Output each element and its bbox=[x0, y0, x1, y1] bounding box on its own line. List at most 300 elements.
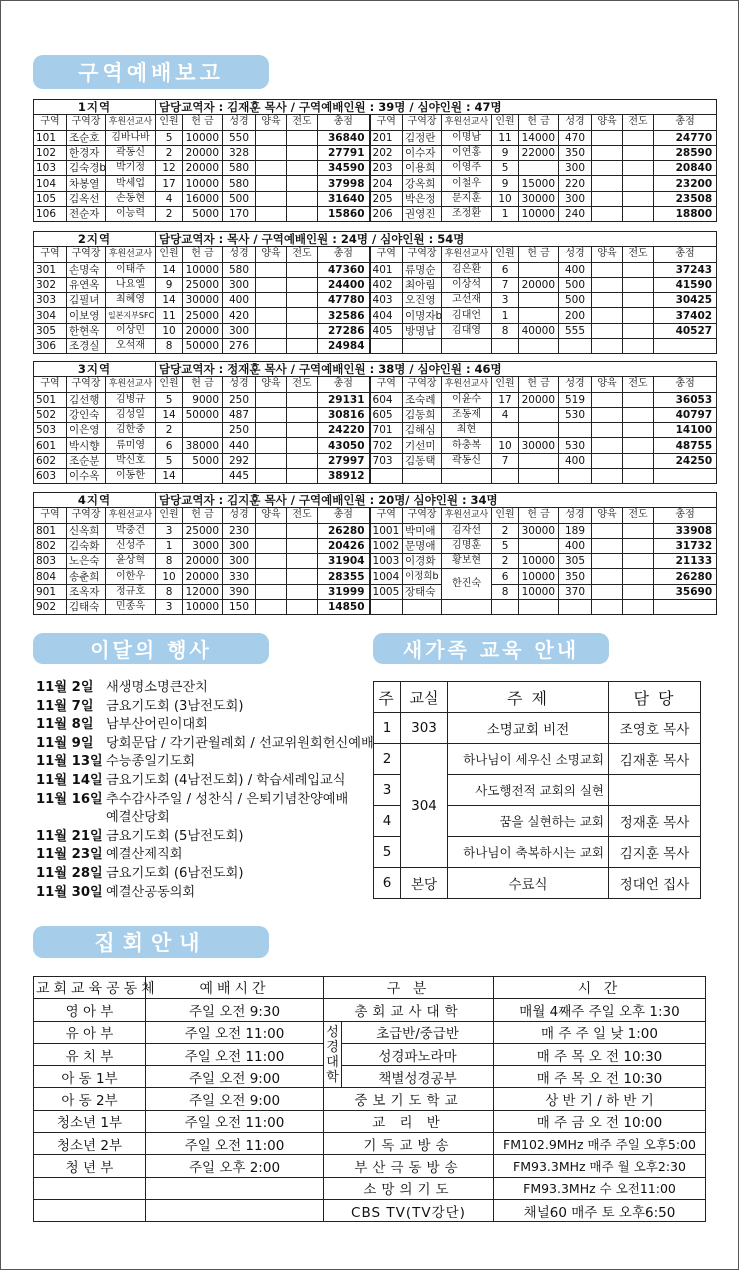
region-table bbox=[33, 361, 717, 484]
table-cell: 201 bbox=[370, 130, 403, 145]
topic-cell: 수료식 bbox=[448, 868, 609, 899]
column-header: 구역 bbox=[370, 247, 403, 262]
table-cell: 405 bbox=[370, 323, 403, 338]
event-text: 예결산당회 bbox=[106, 810, 170, 826]
table-cell: 김선행 bbox=[67, 392, 106, 407]
table-cell: 권영진 bbox=[403, 207, 442, 222]
table-row bbox=[34, 600, 717, 615]
table-cell: 555 bbox=[559, 323, 592, 338]
event-date: 11월 9일 bbox=[36, 735, 94, 751]
table-cell: 580 bbox=[223, 161, 256, 176]
table-cell bbox=[403, 600, 442, 615]
table-cell bbox=[592, 538, 623, 553]
table-cell: 487 bbox=[223, 407, 256, 422]
table-cell bbox=[592, 323, 623, 338]
table-cell bbox=[592, 569, 623, 584]
table-cell: 박시향 bbox=[67, 438, 106, 453]
table-cell bbox=[592, 407, 623, 422]
column-header: 성경 bbox=[223, 377, 256, 392]
table-cell: 이한우 bbox=[106, 569, 156, 584]
table-cell: 김옥선 bbox=[67, 191, 106, 206]
table-cell bbox=[559, 339, 592, 354]
table-cell bbox=[592, 161, 623, 176]
leader-cell: 김지훈 목사 bbox=[609, 837, 701, 868]
column-header: 성경 bbox=[559, 115, 592, 130]
table-cell: 30000 bbox=[183, 293, 223, 308]
schedule-cell: 채널60 매주 토 오후6:50 bbox=[494, 1199, 706, 1221]
topic-cell: 하나님이 축복하시는 교회 bbox=[448, 837, 609, 868]
table-cell: 1001 bbox=[370, 523, 403, 538]
column-header: 구역장 bbox=[403, 247, 442, 262]
table-cell: 27791 bbox=[318, 145, 370, 160]
table-cell: 500 bbox=[559, 277, 592, 292]
schedule-cell: 매 주 주 일 낮 1:00 bbox=[494, 1021, 706, 1043]
table-cell: 최아림 bbox=[403, 277, 442, 292]
table-cell bbox=[623, 407, 654, 422]
column-header: 구역장 bbox=[67, 508, 106, 523]
table-row bbox=[34, 207, 717, 222]
table-cell: 580 bbox=[223, 176, 256, 191]
table-cell: 장태숙 bbox=[403, 584, 442, 599]
table-row bbox=[34, 569, 717, 584]
table-row bbox=[34, 423, 717, 438]
col-schedule: 시 간 bbox=[494, 977, 706, 999]
table-cell: 804 bbox=[34, 569, 67, 584]
events-title: 이달의 행사 bbox=[33, 633, 269, 664]
table-cell: 10 bbox=[492, 191, 519, 206]
table-cell: 5 bbox=[156, 392, 183, 407]
table-cell bbox=[370, 339, 403, 354]
table-cell: 802 bbox=[34, 538, 67, 553]
table-cell: 1 bbox=[492, 207, 519, 222]
table-cell: 1002 bbox=[370, 538, 403, 553]
table-cell: 김성일 bbox=[106, 407, 156, 422]
table-cell: 이수옥 bbox=[67, 469, 106, 484]
table-row bbox=[34, 453, 717, 468]
table-cell bbox=[287, 600, 318, 615]
column-header: 인원 bbox=[492, 247, 519, 262]
table-cell: 이동한 bbox=[106, 469, 156, 484]
table-cell: 38912 bbox=[318, 469, 370, 484]
dept-cell: 유 아 부 bbox=[34, 1021, 146, 1043]
table-cell: 곽동신 bbox=[106, 145, 156, 160]
table-cell: 300 bbox=[559, 161, 592, 176]
table-cell: 김동택 bbox=[403, 453, 442, 468]
table-cell: 17 bbox=[156, 176, 183, 191]
table-cell: 41590 bbox=[654, 277, 717, 292]
table-cell bbox=[623, 523, 654, 538]
table-row bbox=[34, 293, 717, 308]
table-cell bbox=[592, 469, 623, 484]
col-dept: 교회교육공동체 bbox=[34, 977, 146, 999]
table-row bbox=[34, 469, 717, 484]
table-cell: 35690 bbox=[654, 584, 717, 599]
event-item bbox=[36, 828, 374, 847]
table-cell: 강인숙 bbox=[67, 407, 106, 422]
column-header: 성경 bbox=[559, 247, 592, 262]
table-cell: 문명애 bbox=[403, 538, 442, 553]
table-cell bbox=[287, 469, 318, 484]
table-cell: 440 bbox=[223, 438, 256, 453]
table-cell bbox=[559, 600, 592, 615]
table-cell: 1 bbox=[156, 538, 183, 553]
table-row bbox=[34, 176, 717, 191]
table-cell: 8 bbox=[156, 339, 183, 354]
table-cell: 24400 bbox=[318, 277, 370, 292]
table-cell: 14000 bbox=[519, 130, 559, 145]
table-cell: 5 bbox=[156, 130, 183, 145]
column-header: 성경 bbox=[223, 115, 256, 130]
table-cell: 11 bbox=[156, 308, 183, 323]
table-cell: 4 bbox=[156, 191, 183, 206]
column-header: 성경 bbox=[559, 508, 592, 523]
table-cell: 250 bbox=[223, 423, 256, 438]
table-cell: 김숙경b bbox=[67, 161, 106, 176]
region-name: 3지역 bbox=[34, 362, 156, 377]
column-header: 후원선교사 bbox=[442, 508, 492, 523]
table-cell bbox=[559, 423, 592, 438]
table-cell: 189 bbox=[559, 523, 592, 538]
column-header: 양육 bbox=[592, 247, 623, 262]
table-cell: 박기정 bbox=[106, 161, 156, 176]
table-cell: 14 bbox=[156, 293, 183, 308]
newfamily-title: 새가족 교육 안내 bbox=[373, 633, 609, 664]
table-cell: 25000 bbox=[183, 308, 223, 323]
table-cell bbox=[256, 438, 287, 453]
table-cell: 조순분 bbox=[67, 453, 106, 468]
table-cell: 23200 bbox=[654, 176, 717, 191]
table-cell: 박중건 bbox=[106, 523, 156, 538]
table-cell: 11 bbox=[492, 130, 519, 145]
table-cell: 한진숙 bbox=[442, 569, 492, 600]
category-cell: 책별성경공부 bbox=[342, 1066, 494, 1088]
column-header: 헌 금 bbox=[183, 115, 223, 130]
week-cell: 5 bbox=[374, 837, 401, 868]
table-cell: 1003 bbox=[370, 554, 403, 569]
meeting-table bbox=[33, 976, 706, 1222]
table-cell: 신옥희 bbox=[67, 523, 106, 538]
table-cell: 3 bbox=[156, 523, 183, 538]
table-cell bbox=[519, 407, 559, 422]
schedule-cell: 매 주 목 오 전 10:30 bbox=[494, 1066, 706, 1088]
table-cell: 37998 bbox=[318, 176, 370, 191]
column-header: 총점 bbox=[654, 508, 717, 523]
topic-cell: 하나님이 세우신 소명교회 bbox=[448, 744, 609, 775]
column-header: 전도 bbox=[287, 377, 318, 392]
meeting-title: 집회안내 bbox=[33, 926, 269, 958]
table-cell bbox=[519, 453, 559, 468]
table-cell: 503 bbox=[34, 423, 67, 438]
column-header: 인원 bbox=[156, 115, 183, 130]
table-cell: 5000 bbox=[183, 207, 223, 222]
table-cell: 문지훈 bbox=[442, 191, 492, 206]
table-cell: 300 bbox=[223, 538, 256, 553]
table-cell: 500 bbox=[559, 293, 592, 308]
table-cell: 36053 bbox=[654, 392, 717, 407]
table-cell bbox=[623, 392, 654, 407]
table-cell: 420 bbox=[223, 308, 256, 323]
column-header: 인원 bbox=[492, 508, 519, 523]
table-cell: 400 bbox=[559, 262, 592, 277]
table-cell: 5 bbox=[156, 453, 183, 468]
column-header: 양육 bbox=[592, 377, 623, 392]
table-cell bbox=[256, 323, 287, 338]
table-cell: 20426 bbox=[318, 538, 370, 553]
table-cell: 박은정 bbox=[403, 191, 442, 206]
category-cell: 기독교방송 bbox=[324, 1133, 494, 1155]
table-cell: 170 bbox=[223, 207, 256, 222]
column-header: 양육 bbox=[256, 508, 287, 523]
table-cell: 25000 bbox=[183, 523, 223, 538]
table-cell: 17 bbox=[492, 392, 519, 407]
table-cell: 이보영 bbox=[67, 308, 106, 323]
table-cell: 10 bbox=[156, 569, 183, 584]
table-cell bbox=[623, 554, 654, 569]
dept-cell: 아 동 1부 bbox=[34, 1066, 146, 1088]
table-cell bbox=[287, 438, 318, 453]
table-cell: 204 bbox=[370, 176, 403, 191]
table-row bbox=[34, 339, 717, 354]
event-date: 11월 30일 bbox=[36, 884, 103, 900]
table-cell: 202 bbox=[370, 145, 403, 160]
column-header: 후원선교사 bbox=[106, 115, 156, 130]
event-text: 남부산어린이대회 bbox=[106, 717, 208, 733]
table-cell bbox=[287, 523, 318, 538]
dept-cell: 청 년 부 bbox=[34, 1155, 146, 1177]
event-date: 11월 23일 bbox=[36, 847, 103, 863]
table-cell: 이연홍 bbox=[442, 145, 492, 160]
table-cell: 14100 bbox=[654, 423, 717, 438]
table-cell: 나요엘 bbox=[106, 277, 156, 292]
table-cell: 2 bbox=[156, 207, 183, 222]
week-cell: 1 bbox=[374, 713, 401, 744]
table-cell: 350 bbox=[559, 145, 592, 160]
table-cell bbox=[256, 584, 287, 599]
table-cell: 5 bbox=[492, 161, 519, 176]
region-info: 담당교역자 : 김재훈 목사 / 구역예배인원 : 39명 / 심야인원 : 47명 bbox=[156, 100, 717, 115]
dept-cell: 유 치 부 bbox=[34, 1043, 146, 1065]
table-cell: 이윤수 bbox=[442, 392, 492, 407]
table-cell: 30816 bbox=[318, 407, 370, 422]
table-cell: 이명남 bbox=[442, 130, 492, 145]
table-cell: 김해심 bbox=[403, 423, 442, 438]
table-cell: 15000 bbox=[519, 176, 559, 191]
event-item bbox=[36, 753, 374, 772]
dept-cell: 청소년 2부 bbox=[34, 1133, 146, 1155]
schedule-cell: 상 반 기 / 하 반 기 bbox=[494, 1088, 706, 1110]
table-cell: 조순호 bbox=[67, 130, 106, 145]
table-cell bbox=[403, 469, 442, 484]
table-cell: 이철우 bbox=[442, 176, 492, 191]
table-cell: 6 bbox=[156, 438, 183, 453]
table-cell: 류미영 bbox=[106, 438, 156, 453]
table-cell bbox=[592, 308, 623, 323]
table-cell: 이명자b bbox=[403, 308, 442, 323]
table-cell bbox=[403, 339, 442, 354]
category-cell: 초급반/중급반 bbox=[342, 1021, 494, 1043]
table-cell bbox=[492, 600, 519, 615]
table-cell bbox=[623, 469, 654, 484]
table-cell bbox=[287, 277, 318, 292]
table-cell bbox=[287, 308, 318, 323]
table-cell bbox=[519, 600, 559, 615]
table-cell: 박미애 bbox=[403, 523, 442, 538]
column-header: 구역 bbox=[370, 115, 403, 130]
event-date: 11월 7일 bbox=[36, 698, 94, 714]
table-cell bbox=[183, 469, 223, 484]
leader-cell: 김재훈 목사 bbox=[609, 744, 701, 775]
column-header: 총점 bbox=[654, 377, 717, 392]
table-cell bbox=[287, 176, 318, 191]
column-header: 구역 bbox=[34, 115, 67, 130]
table-cell bbox=[592, 191, 623, 206]
column-header: 전도 bbox=[623, 508, 654, 523]
table-row bbox=[34, 323, 717, 338]
table-cell bbox=[592, 423, 623, 438]
table-cell: 20000 bbox=[183, 161, 223, 176]
table-cell bbox=[370, 600, 403, 615]
event-item bbox=[36, 735, 374, 754]
table-cell bbox=[623, 453, 654, 468]
table-cell: 이용희 bbox=[403, 161, 442, 176]
table-cell bbox=[592, 554, 623, 569]
column-header: 전도 bbox=[287, 115, 318, 130]
table-cell: 16000 bbox=[183, 191, 223, 206]
table-cell: 류명순 bbox=[403, 262, 442, 277]
table-cell: 25000 bbox=[183, 277, 223, 292]
topic-cell: 사도행전적 교회의 실현 bbox=[448, 775, 609, 806]
region-table bbox=[33, 492, 717, 615]
table-cell bbox=[256, 453, 287, 468]
schedule-cell: FM93.3MHz 수 오전11:00 bbox=[494, 1177, 706, 1199]
column-header: 후원선교사 bbox=[106, 247, 156, 262]
bible-college-label: 성 경 대 학 bbox=[324, 1021, 342, 1088]
table-cell: 강옥희 bbox=[403, 176, 442, 191]
table-cell bbox=[592, 262, 623, 277]
table-cell: 10000 bbox=[183, 262, 223, 277]
event-text: 금요기도회 (3남전도회) bbox=[106, 698, 244, 714]
table-cell: 20840 bbox=[654, 161, 717, 176]
table-cell: 404 bbox=[370, 308, 403, 323]
column-header: 구역 bbox=[370, 508, 403, 523]
event-item bbox=[36, 846, 374, 865]
table-cell: 3 bbox=[492, 293, 519, 308]
column-header: 인원 bbox=[156, 508, 183, 523]
table-cell bbox=[519, 469, 559, 484]
table-cell: 902 bbox=[34, 600, 67, 615]
table-cell: 정규호 bbox=[106, 584, 156, 599]
column-header: 전도 bbox=[623, 247, 654, 262]
table-cell: 530 bbox=[559, 438, 592, 453]
table-cell: 102 bbox=[34, 145, 67, 160]
table-cell: 6 bbox=[492, 262, 519, 277]
table-cell: 519 bbox=[559, 392, 592, 407]
table-cell bbox=[592, 176, 623, 191]
table-cell: 7 bbox=[492, 453, 519, 468]
table-cell: 101 bbox=[34, 130, 67, 145]
table-cell: 28355 bbox=[318, 569, 370, 584]
event-text: 금요기도회 (6남전도회) bbox=[106, 865, 244, 881]
table-cell: 38000 bbox=[183, 438, 223, 453]
leader-cell: 정재훈 목사 bbox=[609, 806, 701, 837]
region-info: 담당교역자 : 목사 / 구역예배인원 : 24명 / 심야인원 : 54명 bbox=[156, 232, 717, 247]
table-row bbox=[34, 191, 717, 206]
column-header: 양육 bbox=[592, 508, 623, 523]
table-cell: 103 bbox=[34, 161, 67, 176]
table-cell: 330 bbox=[223, 569, 256, 584]
topic-cell: 소명교회 비전 bbox=[448, 713, 609, 744]
table-cell: 3000 bbox=[183, 538, 223, 553]
table-cell: 502 bbox=[34, 407, 67, 422]
table-cell bbox=[256, 145, 287, 160]
table-cell: 4 bbox=[492, 407, 519, 422]
table-cell: 302 bbox=[34, 277, 67, 292]
table-cell: 12 bbox=[156, 161, 183, 176]
event-text: 수능종일기도회 bbox=[106, 754, 196, 770]
dept-cell: 영 아 부 bbox=[34, 999, 146, 1021]
table-cell: 50000 bbox=[183, 407, 223, 422]
table-cell: 203 bbox=[370, 161, 403, 176]
table-cell: 10000 bbox=[519, 554, 559, 569]
table-cell: 400 bbox=[559, 453, 592, 468]
table-cell: 8 bbox=[492, 584, 519, 599]
week-cell: 2 bbox=[374, 744, 401, 775]
table-cell: 206 bbox=[370, 207, 403, 222]
table-cell: 김태숙 bbox=[67, 600, 106, 615]
column-header: 성경 bbox=[223, 247, 256, 262]
table-cell bbox=[287, 161, 318, 176]
table-cell bbox=[287, 323, 318, 338]
table-cell: 일본지부SFC bbox=[106, 308, 156, 323]
table-cell: 400 bbox=[223, 293, 256, 308]
table-cell: 301 bbox=[34, 262, 67, 277]
time-cell: 주일 오전 9:00 bbox=[146, 1088, 324, 1110]
table-cell bbox=[654, 600, 717, 615]
table-cell bbox=[256, 569, 287, 584]
column-header: 양육 bbox=[256, 247, 287, 262]
table-cell: 603 bbox=[34, 469, 67, 484]
table-cell: 24250 bbox=[654, 453, 717, 468]
table-cell: 24220 bbox=[318, 423, 370, 438]
table-cell: 276 bbox=[223, 339, 256, 354]
table-cell: 24770 bbox=[654, 130, 717, 145]
report-title: 구역예배보고 bbox=[33, 55, 269, 89]
table-cell bbox=[519, 339, 559, 354]
table-cell: 10000 bbox=[183, 176, 223, 191]
table-cell: 이정희b bbox=[403, 569, 442, 584]
table-cell: 105 bbox=[34, 191, 67, 206]
table-cell bbox=[492, 339, 519, 354]
table-cell bbox=[623, 584, 654, 599]
table-cell: 20000 bbox=[183, 569, 223, 584]
table-cell: 350 bbox=[559, 569, 592, 584]
table-cell bbox=[519, 423, 559, 438]
column-header: 총점 bbox=[318, 115, 370, 130]
column-header: 구역장 bbox=[67, 115, 106, 130]
table-cell bbox=[623, 569, 654, 584]
table-cell: 5000 bbox=[183, 453, 223, 468]
week-cell: 3 bbox=[374, 775, 401, 806]
column-header: 후원선교사 bbox=[442, 247, 492, 262]
column-header: 구역장 bbox=[67, 247, 106, 262]
table-cell: 10000 bbox=[519, 207, 559, 222]
week-cell: 4 bbox=[374, 806, 401, 837]
col-week: 주 bbox=[374, 682, 401, 713]
table-cell: 30425 bbox=[654, 293, 717, 308]
table-cell bbox=[623, 191, 654, 206]
event-date: 11월 14일 bbox=[36, 772, 103, 788]
table-cell bbox=[592, 453, 623, 468]
